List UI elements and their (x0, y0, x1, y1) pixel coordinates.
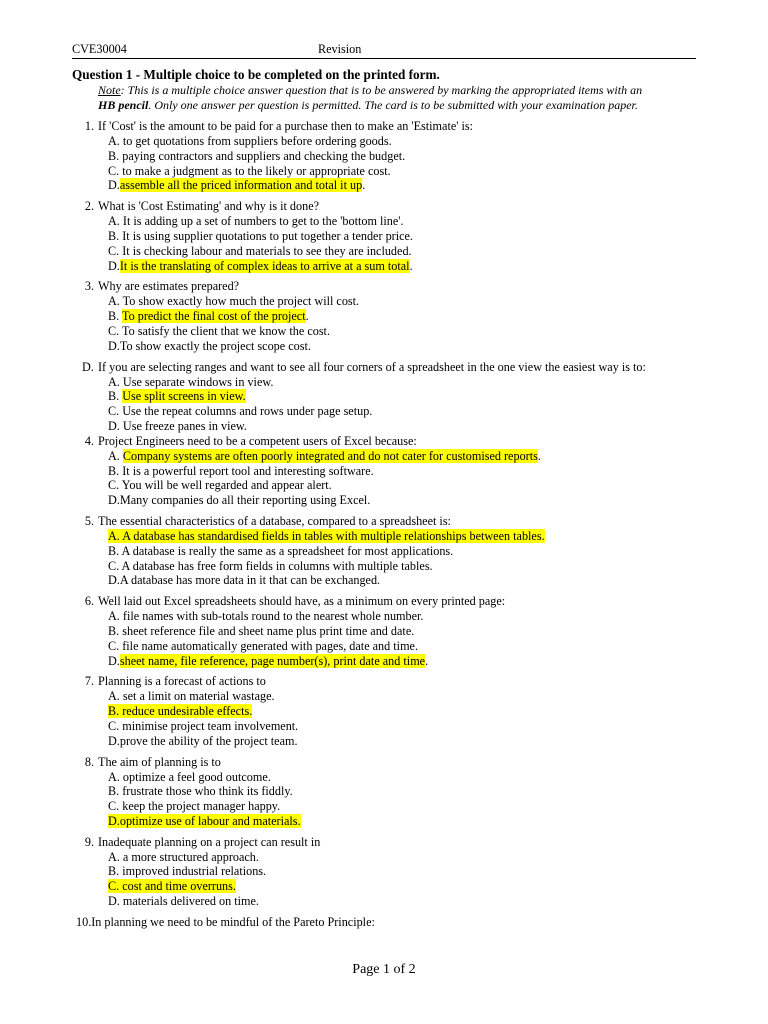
option-c: C. You will be well regarded and appear alert. (108, 478, 332, 493)
page-header (72, 41, 696, 59)
option-a: A. a more structured approach. (108, 849, 259, 864)
question-number: 10. (76, 914, 92, 929)
question-stem: If you are selecting ranges and want to see all four corners of a spreadsheet in the one view the easiest way is to: (98, 359, 646, 374)
option-d: D.It is the translating of complex ideas to arrive at a sum total. (108, 258, 413, 273)
question-number: 6. (84, 594, 94, 609)
option-d (98, 814, 698, 829)
option-d: D. materials delivered on time. (108, 894, 259, 909)
option-c: C. keep the project manager happy. (108, 799, 281, 814)
option-c: C. It is checking labour and materials to see they are included. (108, 243, 412, 258)
question-number: 3. (84, 279, 94, 294)
question-1 (72, 119, 698, 193)
page-content (72, 67, 698, 930)
option-a: A. set a limit on material wastage. (108, 689, 275, 704)
option-a: A. It is adding up a set of numbers to get to the 'bottom line'. (108, 214, 404, 229)
option-d: D.prove the ability of the project team. (108, 733, 298, 748)
question-spreadsheet-view (72, 360, 698, 434)
question-stem: 10.In planning we need to be mindful of the Pareto Principle: (76, 914, 375, 929)
option-a: A. To show exactly how much the project will cost. (108, 294, 360, 309)
question-number: 2. (84, 199, 94, 214)
option-b: B. sheet reference file and sheet name plus print time and date. (108, 623, 415, 638)
question-number: D. (82, 359, 94, 374)
option-b: B. frustrate those who think its fiddly. (108, 784, 293, 799)
question-number: 9. (84, 834, 94, 849)
option-a: A. Company systems are often poorly integrated and do not cater for customised reports. (108, 448, 541, 463)
option-a (98, 529, 698, 544)
note-label: Note (98, 83, 121, 97)
option-d: D. Use freeze panes in view. (108, 418, 247, 433)
option-d: D.assemble all the priced information and total it up. (108, 178, 366, 193)
question-title: Question 1 - Multiple choice to be completed on the printed form. (72, 67, 440, 82)
highlighted-answer: Use split screens in view. (122, 389, 246, 404)
option-d: D.sheet name, file reference, page number(s), print date and time. (108, 653, 429, 668)
option-b: B. Use split screens in view. (108, 389, 246, 404)
question-10 (76, 915, 698, 930)
highlighted-answer: Company systems are often poorly integrated and do not cater for customised reports (122, 448, 538, 463)
highlighted-answer: sheet name, file reference, page number(s), print date and time (119, 653, 426, 668)
question-number: 8. (84, 754, 94, 769)
option-b (98, 704, 698, 719)
question-8 (72, 755, 698, 829)
question-stem: The essential characteristics of a database, compared to a spreadsheet is: (98, 513, 451, 528)
highlighted-answer: assemble all the priced information and total it up (119, 178, 363, 193)
option-b: B. improved industrial relations. (108, 864, 267, 879)
option-c: C. to make a judgment as to the likely or appropriate cost. (108, 163, 391, 178)
question-4 (72, 434, 698, 508)
highlighted-answer: C. cost and time overruns. (108, 879, 236, 894)
option-d: D.To show exactly the project scope cost. (108, 338, 311, 353)
highlighted-answer: D.optimize use of labour and materials. (108, 813, 301, 828)
highlighted-answer: To predict the final cost of the project (122, 309, 306, 324)
question-number: 5. (84, 513, 94, 528)
option-c: C. minimise project team involvement. (108, 718, 299, 733)
question-5 (72, 514, 698, 588)
question-3 (72, 279, 698, 353)
highlighted-answer: It is the translating of complex ideas to arrive at a sum total (119, 258, 410, 273)
option-d: D.A database has more data in it that can be exchanged. (108, 573, 381, 588)
option-a: A. to get quotations from suppliers before ordering goods. (108, 134, 392, 148)
header-title: Revision (318, 42, 362, 56)
option-b: B. A database is really the same as a spreadsheet for most applications. (108, 543, 454, 558)
option-d: D.Many companies do all their reporting using Excel. (108, 493, 371, 508)
question-stem: The aim of planning is to (98, 754, 221, 769)
question-2 (72, 199, 698, 273)
option-c (98, 879, 698, 894)
question-number: 1. (84, 119, 94, 133)
question-7 (72, 674, 698, 748)
instruction-note (72, 83, 698, 113)
question-number: 4. (84, 433, 94, 448)
question-stem: Project Engineers need to be a competent users of Excel because: (98, 433, 417, 448)
option-b: B. To predict the final cost of the project. (108, 309, 309, 324)
option-a: A. Use separate windows in view. (108, 374, 274, 389)
question-stem: What is 'Cost Estimating' and why is it done? (98, 199, 320, 214)
note-text-2: . Only one answer per question is permitted. The card is to be submitted with your examination paper. (148, 98, 638, 112)
option-c: C. Use the repeat columns and rows under page setup. (108, 404, 373, 419)
question-stem: If 'Cost' is the amount to be paid for a purchase then to make an 'Estimate' is: (98, 119, 473, 133)
question-6 (72, 594, 698, 668)
highlighted-answer: B. reduce undesirable effects. (108, 704, 253, 719)
option-c: C. A database has free form fields in columns with multiple tables. (108, 558, 433, 573)
note-text-1: : This is a multiple choice answer question that is to be answered by marking the appropriated items with an (120, 83, 643, 97)
question-number: 7. (84, 674, 94, 689)
page-footer: Page 1 of 2 (352, 962, 416, 977)
question-stem: Planning is a forecast of actions to (98, 674, 266, 689)
option-a: A. optimize a feel good outcome. (108, 769, 271, 784)
question-9 (72, 835, 698, 909)
question-stem: Why are estimates prepared? (98, 279, 240, 294)
option-b: B. paying contractors and suppliers and checking the budget. (108, 148, 406, 163)
option-b: B. It is using supplier quotations to put together a tender price. (108, 228, 413, 243)
question-stem: Well laid out Excel spreadsheets should have, as a minimum on every printed page: (98, 594, 506, 609)
option-a: A. file names with sub-totals round to the nearest whole number. (108, 609, 424, 624)
option-c: C. file name automatically generated with pages, date and time. (108, 638, 419, 653)
option-b: B. It is a powerful report tool and interesting software. (108, 463, 374, 478)
question-stem: Inadequate planning on a project can result in (98, 834, 321, 849)
course-code: CVE30004 (72, 42, 127, 56)
highlighted-answer: A. A database has standardised fields in tables with multiple relationships between tables. (108, 528, 545, 543)
option-c: C. To satisfy the client that we know the cost. (108, 323, 330, 338)
note-bold-text: HB pencil (98, 98, 149, 112)
